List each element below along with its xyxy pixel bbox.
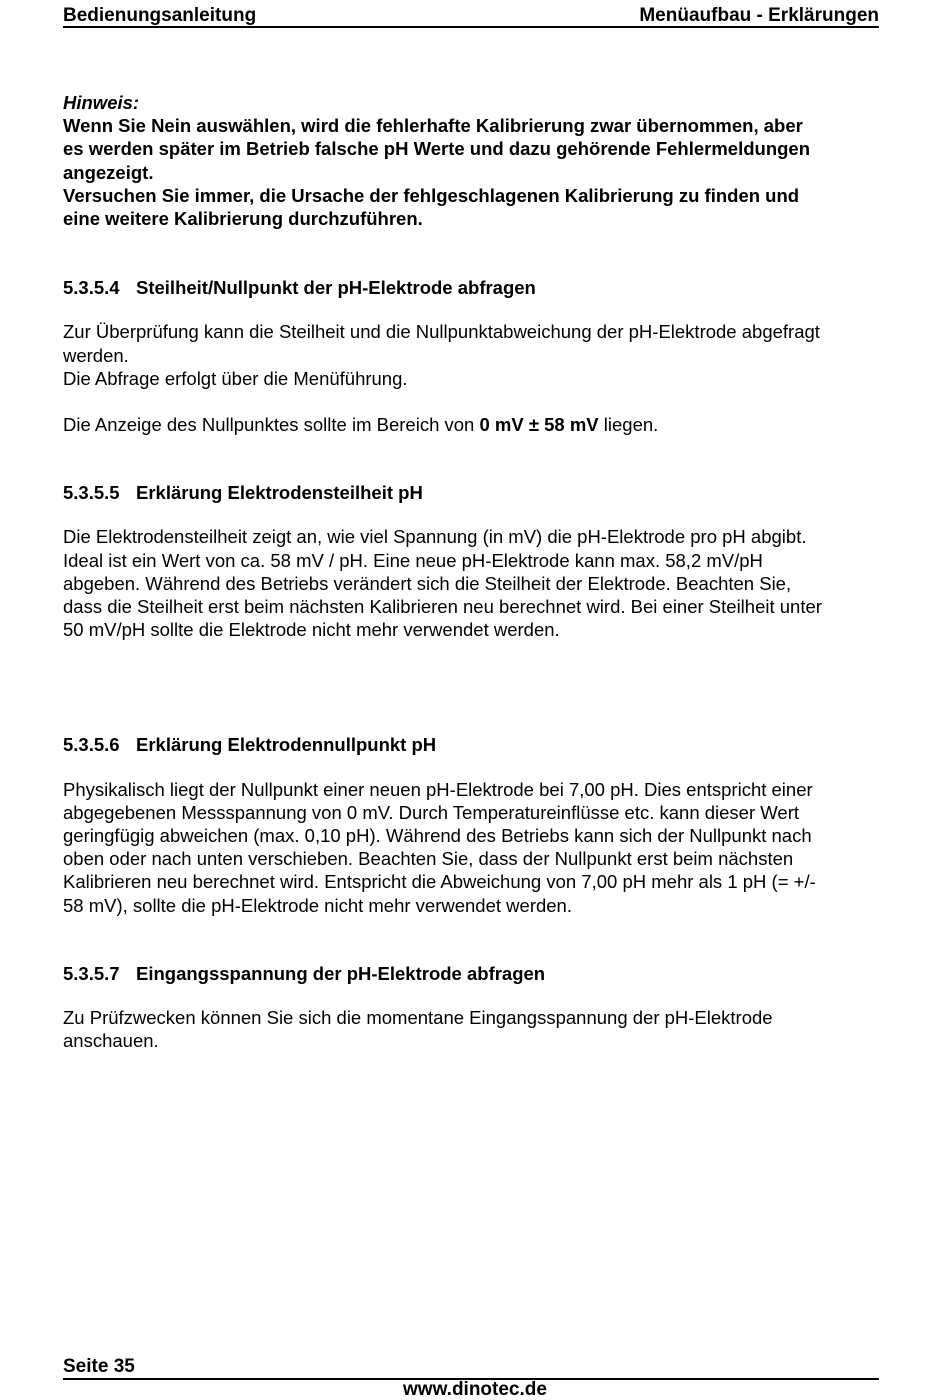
body-line: Die Elektrodensteilheit zeigt an, wie viel Spannung (in mV) die pH-Elektrode pro pH abgibt. — [63, 526, 807, 548]
zero-point-range — [63, 413, 883, 436]
zero-range-prefix: Die Anzeige des Nullpunktes sollte im Bereich von — [63, 414, 480, 436]
section-heading — [63, 276, 883, 299]
note-title: Hinweis: — [63, 92, 140, 113]
note-line: Versuchen Sie immer, die Ursache der fehlgeschlagenen Kalibrierung zu finden und — [63, 184, 800, 206]
section-heading — [63, 481, 883, 504]
section-title: Erklärung Elektrodensteilheit pH — [136, 482, 423, 504]
body-line: dass die Steilheit erst beim nächsten Kalibrieren neu berechnet wird. Bei einer Steilheit unter — [63, 596, 822, 618]
page-number: Seite 35 — [63, 1356, 135, 1377]
body-line: abgegebenen Messspannung von 0 mV. Durch Temperatureinflüsse etc. kann dieser Wert — [63, 801, 799, 823]
section-number: 5.3.5.5 — [63, 482, 120, 504]
page-content — [63, 91, 883, 1052]
body-line: Zu Prüfzwecken können Sie sich die momentane Eingangsspannung der pH-Elektrode — [63, 1007, 773, 1029]
note-line: eine weitere Kalibrierung durchzuführen. — [63, 208, 423, 230]
body-line: oben oder nach unten verschieben. Beachten Sie, dass der Nullpunkt erst beim nächsten — [63, 848, 794, 870]
section-title: Erklärung Elektrodennullpunkt pH — [136, 734, 437, 756]
section-number: 5.3.5.6 — [63, 734, 120, 756]
page-footer — [63, 1356, 879, 1380]
section-5-3-5-4 — [63, 276, 883, 436]
header-doc-title: Bedienungsanleitung — [63, 5, 257, 26]
section-title: Steilheit/Nullpunkt der pH-Elektrode abfragen — [136, 277, 536, 299]
section-5-3-5-5 — [63, 481, 883, 641]
note-line: es werden später im Betrieb falsche pH Werte und dazu gehörende Fehlermeldungen — [63, 138, 811, 160]
section-heading — [63, 733, 883, 756]
note-block — [63, 91, 883, 230]
page-header — [63, 5, 879, 28]
body-line: abgeben. Während des Betriebs verändert sich die Steilheit der Elektrode. Beachten Sie, — [63, 572, 792, 594]
body-line: Die Abfrage erfolgt über die Menüführung. — [63, 367, 408, 389]
section-title: Eingangsspannung der pH-Elektrode abfragen — [136, 962, 546, 984]
body-line: Kalibrieren neu berechnet wird. Entspricht die Abweichung von 7,00 pH mehr als 1 pH (= +/- — [63, 871, 816, 893]
section-5-3-5-7 — [63, 962, 883, 1053]
section-5-3-5-6 — [63, 733, 883, 916]
section-number: 5.3.5.7 — [63, 962, 120, 984]
header-chapter-title: Menüaufbau - Erklärungen — [639, 5, 879, 26]
section-heading — [63, 962, 883, 985]
zero-range-value: 0 mV ± 58 mV — [479, 414, 599, 436]
body-line: anschauen. — [63, 1030, 159, 1052]
body-line: werden. — [63, 344, 129, 366]
note-line: angezeigt. — [63, 161, 154, 183]
body-line: Zur Überprüfung kann die Steilheit und die Nullpunktabweichung der pH-Elektrode abgefragt — [63, 321, 820, 343]
footer-website: www.dinotec.de — [403, 1379, 547, 1400]
note-line: Wenn Sie Nein auswählen, wird die fehlerhafte Kalibrierung zwar übernommen, aber — [63, 115, 803, 137]
body-line: 50 mV/pH sollte die Elektrode nicht mehr verwendet werden. — [63, 619, 560, 641]
body-line: Physikalisch liegt der Nullpunkt einer neuen pH-Elektrode bei 7,00 pH. Dies entspricht einer — [63, 778, 813, 800]
body-line: Ideal ist ein Wert von ca. 58 mV / pH. Eine neue pH-Elektrode kann max. 58,2 mV/pH — [63, 549, 763, 571]
body-line: geringfügig abweichen (max. 0,10 pH). Während des Betriebs kann sich der Nullpunkt nach — [63, 825, 812, 847]
zero-range-suffix: liegen. — [598, 414, 659, 436]
body-line: 58 mV), sollte die pH-Elektrode nicht mehr verwendet werden. — [63, 894, 572, 916]
section-number: 5.3.5.4 — [63, 277, 120, 299]
